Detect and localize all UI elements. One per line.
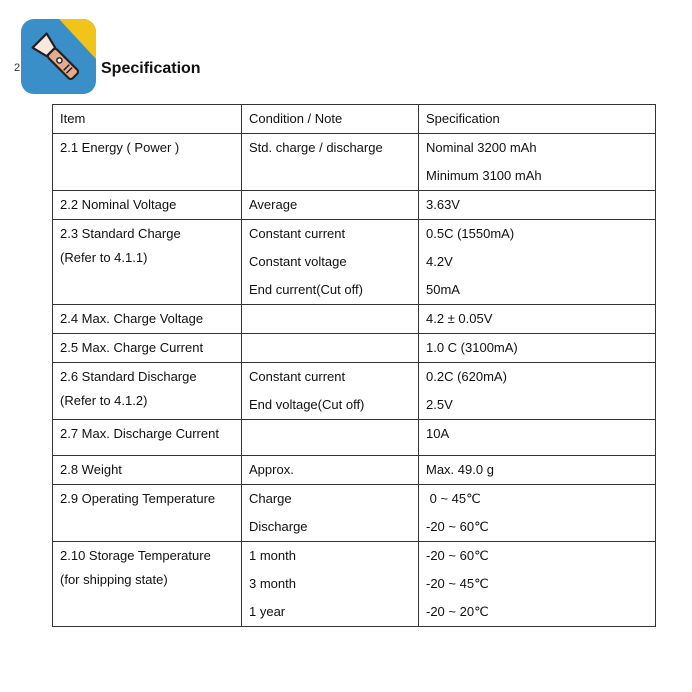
table-row (53, 456, 656, 485)
spec-cell (419, 420, 656, 456)
cell-text: 0 ~ 45℃ (426, 491, 481, 506)
table-row (53, 485, 656, 542)
cell-text: 2.8 Weight (60, 462, 122, 477)
cell-text: 2.2 Nominal Voltage (60, 197, 177, 212)
cell-text: -20 ~ 20℃ (426, 604, 489, 619)
spec-cell (419, 191, 656, 220)
table-row (53, 363, 656, 420)
cell-text: Constant current (249, 226, 346, 241)
stray-mark: 2 (14, 62, 21, 74)
item-cell (53, 191, 242, 220)
spec-cell (419, 220, 656, 305)
header-cell: Condition / Note (242, 105, 419, 134)
item-cell (53, 485, 242, 542)
item-cell (53, 456, 242, 485)
condition-cell (242, 456, 419, 485)
cell-text: Nominal 3200 mAh (426, 140, 537, 155)
table-header-row (53, 105, 656, 134)
table-row (53, 305, 656, 334)
cell-text: Std. charge / discharge (249, 140, 383, 155)
spec-cell (419, 305, 656, 334)
cell-text (249, 305, 418, 333)
cell-text: 1.0 C (3100mA) (426, 340, 518, 355)
cell-text: 2.9 Operating Temperature (60, 491, 216, 506)
cell-text: 1 year (249, 604, 286, 619)
condition-cell (242, 485, 419, 542)
spec-cell (419, 334, 656, 363)
cell-text: Average (249, 197, 298, 212)
table-row (53, 134, 656, 191)
cell-text: End voltage(Cut off) (249, 397, 365, 412)
table-row (53, 420, 656, 456)
cell-text: Charge (249, 491, 292, 506)
cell-text: (Refer to 4.1.1) (60, 250, 148, 265)
spec-cell (419, 363, 656, 420)
cell-text (249, 420, 418, 448)
table-row (53, 220, 656, 305)
item-cell (53, 420, 242, 456)
spec-cell (419, 456, 656, 485)
condition-cell (242, 305, 419, 334)
cell-text: End current(Cut off) (249, 282, 363, 297)
cell-text: -20 ~ 60℃ (426, 519, 489, 534)
item-cell (53, 363, 242, 420)
item-cell (53, 220, 242, 305)
cell-text: 50mA (426, 282, 460, 297)
cell-text: -20 ~ 60℃ (426, 548, 489, 563)
cell-text (249, 334, 418, 362)
cell-text: 2.7 Max. Discharge Current (60, 426, 219, 441)
condition-cell (242, 542, 419, 627)
cell-text: 2.6 Standard Discharge (60, 369, 197, 384)
condition-cell (242, 420, 419, 456)
condition-cell (242, 134, 419, 191)
cell-text: Discharge (249, 519, 308, 534)
condition-cell (242, 334, 419, 363)
cell-text: 0.5C (1550mA) (426, 226, 515, 241)
item-cell (53, 305, 242, 334)
cell-text: 2.10 Storage Temperature (60, 548, 211, 563)
spec-table (52, 104, 656, 627)
cell-text: 0.2C (620mA) (426, 369, 507, 384)
item-cell (53, 134, 242, 191)
cell-text: Constant current (249, 369, 346, 384)
cell-text: 2.5V (426, 397, 453, 412)
table-row (53, 542, 656, 627)
condition-cell (242, 191, 419, 220)
cell-text: 4.2 ± 0.05V (426, 311, 493, 326)
cell-text: Approx. (249, 462, 294, 477)
table-row (53, 191, 656, 220)
page-title: Specification (101, 60, 201, 77)
cell-text: (for shipping state) (60, 572, 168, 587)
cell-text: Max. 49.0 g (426, 462, 494, 477)
header-cell: Specification (419, 105, 656, 134)
table-row (53, 334, 656, 363)
spec-cell (419, 542, 656, 627)
spec-cell (419, 485, 656, 542)
cell-text: Minimum 3100 mAh (426, 168, 542, 183)
cell-text: 3.63V (426, 197, 460, 212)
cell-text: 2.4 Max. Charge Voltage (60, 311, 204, 326)
flashlight-icon (21, 19, 96, 94)
header-cell: Item (53, 105, 242, 134)
cell-text: 1 month (249, 548, 296, 563)
cell-text: Constant voltage (249, 254, 347, 269)
condition-cell (242, 220, 419, 305)
cell-text: 2.1 Energy ( Power ) (60, 140, 180, 155)
cell-text: 2.3 Standard Charge (60, 226, 181, 241)
cell-text: -20 ~ 45℃ (426, 576, 489, 591)
spec-cell (419, 134, 656, 191)
cell-text: 2.5 Max. Charge Current (60, 340, 204, 355)
cell-text: 4.2V (426, 254, 453, 269)
cell-text: 3 month (249, 576, 296, 591)
cell-text: 10A (426, 426, 450, 441)
cell-text: (Refer to 4.1.2) (60, 393, 148, 408)
condition-cell (242, 363, 419, 420)
item-cell (53, 334, 242, 363)
item-cell (53, 542, 242, 627)
